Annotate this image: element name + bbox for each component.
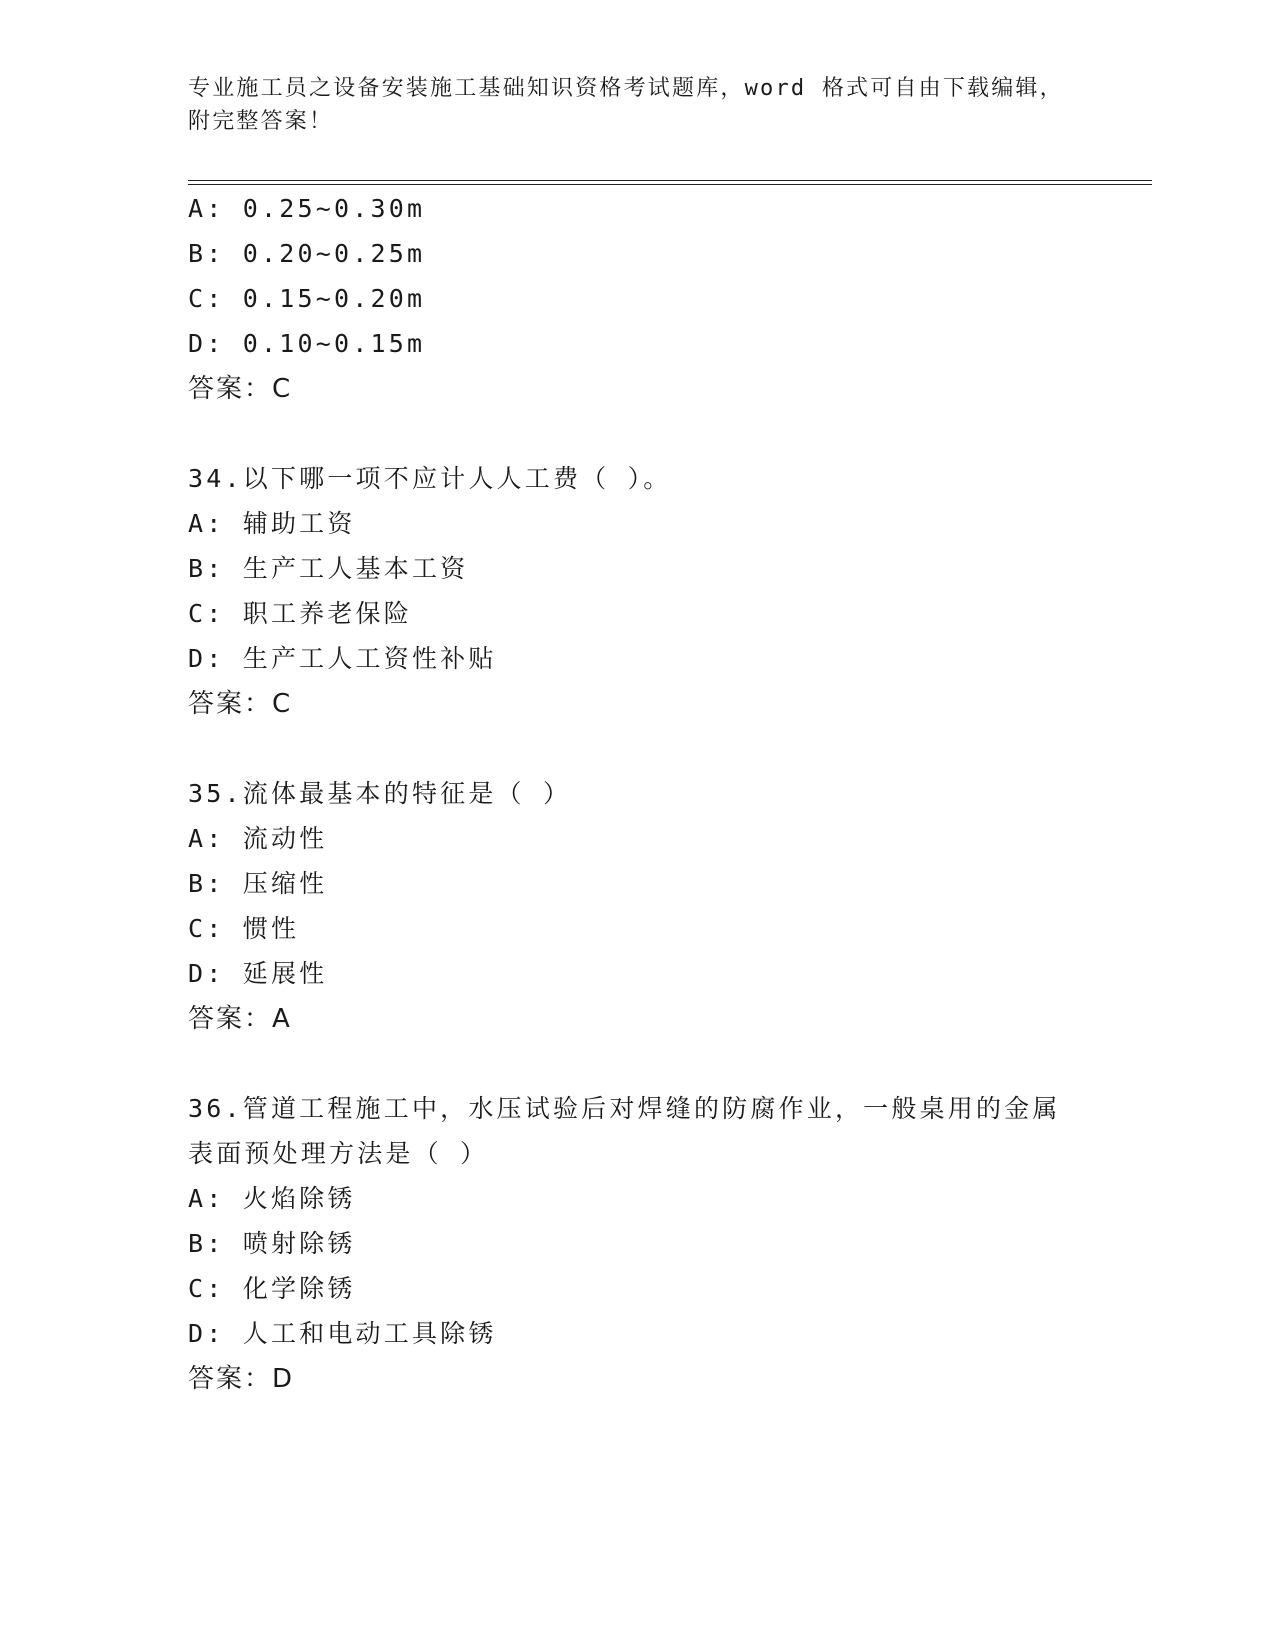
document-header	[188, 72, 1088, 138]
q35-stem: 35.流体最基本的特征是（ ）	[188, 779, 572, 808]
q35-option-c: C: 惯性	[188, 914, 300, 943]
q33-answer: 答案：C	[188, 374, 293, 404]
q36-stem-line-1: 36.管道工程施工中，水压试验后对焊缝的防腐作业，一般桌用的金属	[188, 1094, 1061, 1123]
q33-option-a: A: 0.25~0.30m	[188, 194, 426, 223]
q35-option-a: A: 流动性	[188, 824, 328, 853]
q36-option-c: C: 化学除锈	[188, 1274, 356, 1303]
q34-option-a: A: 辅助工资	[188, 509, 356, 538]
q36-option-b: B: 喷射除锈	[188, 1229, 356, 1258]
q35-option-b: B: 压缩性	[188, 869, 328, 898]
q36-option-d: D: 人工和电动工具除锈	[188, 1319, 497, 1348]
q36-stem-line-2: 表面预处理方法是（ ）	[188, 1139, 489, 1168]
q36-answer: 答案：D	[188, 1364, 295, 1394]
q33-option-b: B: 0.20~0.25m	[188, 239, 426, 268]
q36-option-a: A: 火焰除锈	[188, 1184, 356, 1213]
q34-option-b: B: 生产工人基本工资	[188, 554, 469, 583]
q33-option-d: D: 0.10~0.15m	[188, 329, 426, 358]
q35-answer: 答案：A	[188, 1004, 292, 1034]
header-line-1: 专业施工员之设备安装施工基础知识资格考试题库，word 格式可自由下载编辑，	[188, 76, 1064, 101]
q34-option-d: D: 生产工人工资性补贴	[188, 644, 497, 673]
header-divider-top	[188, 180, 1152, 181]
q34-option-c: C: 职工养老保险	[188, 599, 412, 628]
header-divider-bottom	[188, 184, 1152, 185]
q34-stem: 34.以下哪一项不应计人人工费（ ）。	[188, 464, 672, 493]
q35-option-d: D: 延展性	[188, 959, 328, 988]
header-line-2: 附完整答案！	[188, 109, 334, 134]
q33-option-c: C: 0.15~0.20m	[188, 284, 426, 313]
q34-answer: 答案：C	[188, 689, 293, 719]
